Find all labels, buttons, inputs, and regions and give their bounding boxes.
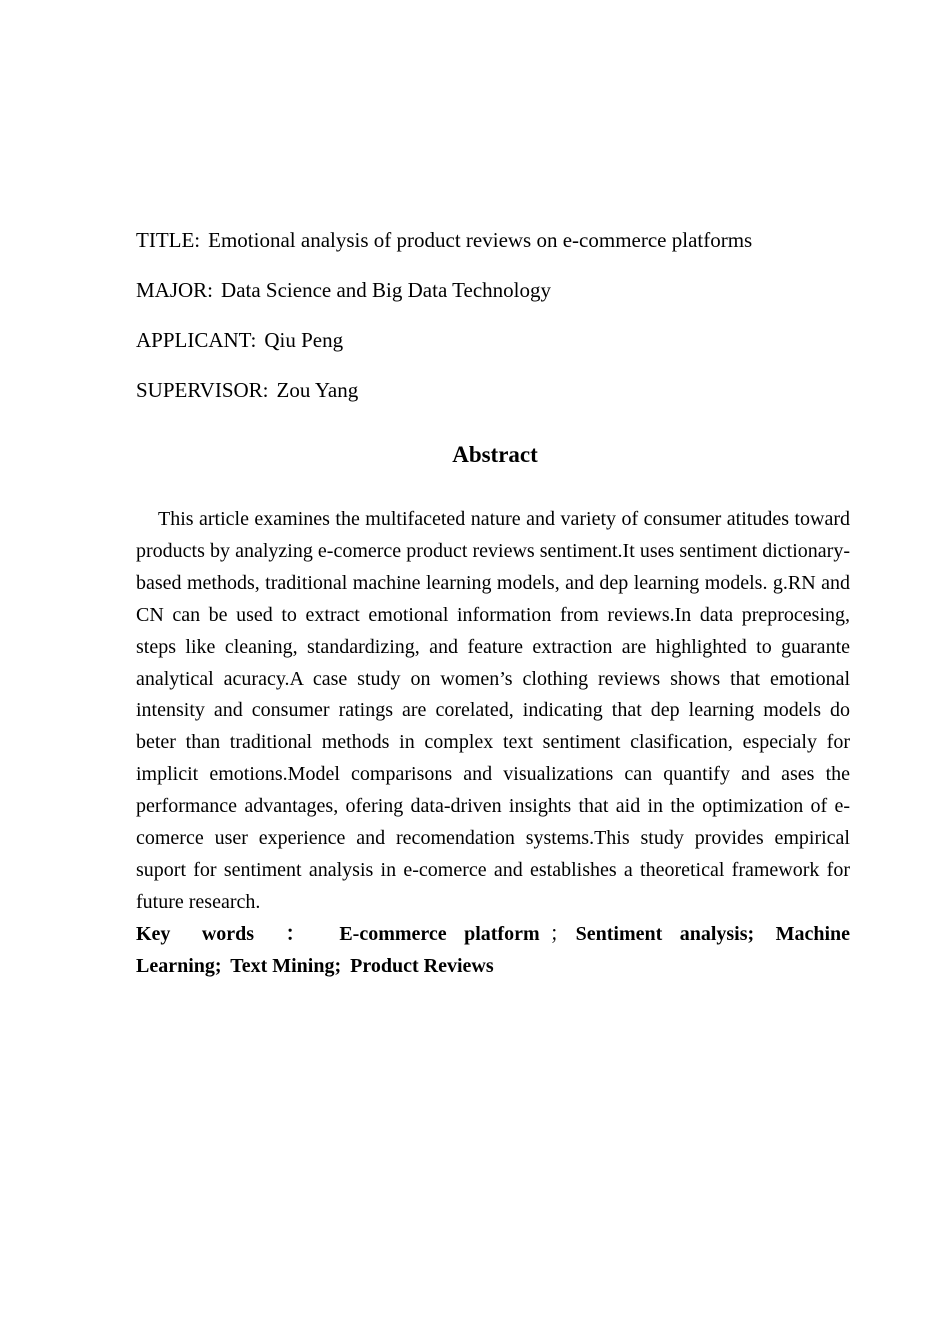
keywords-line: [136, 919, 850, 983]
keyword-item: Machine Learning;: [136, 922, 851, 977]
supervisor-line: [136, 376, 850, 404]
keywords-label: Key words ：: [136, 922, 318, 945]
keyword-separator: ；: [549, 922, 570, 945]
title-line: [136, 226, 850, 254]
applicant-value: Qiu Peng: [264, 328, 344, 352]
abstract-heading: Abstract: [452, 442, 538, 467]
document-page: [136, 226, 850, 983]
applicant-label: APPLICANT:: [136, 328, 257, 352]
title-value: Emotional analysis of product reviews on e-commerce platforms: [208, 228, 753, 252]
major-label: MAJOR:: [136, 278, 214, 302]
keyword-item: Sentiment analysis;: [575, 922, 755, 945]
major-line: [136, 276, 850, 304]
abstract-body: This article examines the multifaceted nature and variety of consumer atitudes toward products by analyzing e-comerce product reviews sentiment.It uses sentiment dictionary-based methods, traditional machine learning models, and dep learning models. g.RN and CN can be used to extract emotional information from reviews.In data preprocesing, steps like cleaning, standardizing, and feature extraction are highlighted to guarante analytical acuracy.A case study on women’s clothing reviews shows that emotional intensity and consumer ratings are corelated, indicating that dep learning models do beter than traditional methods in complex text sentiment clasification, especialy for implicit emotions.Model comparisons and visualizations can quantify and ases the performance advantages, ofering data-driven insights that aid in the optimization of e-comerce user experience and recomendation systems.This study provides empirical suport for sentiment analysis in e-comerce and establishes a theoretical framework for future research.: [136, 508, 850, 913]
keyword-item: Product Reviews: [350, 954, 494, 977]
applicant-line: [136, 326, 850, 354]
keyword-item: E-commerce platform: [339, 922, 540, 945]
title-label: TITLE:: [136, 228, 201, 252]
supervisor-label: SUPERVISOR:: [136, 378, 269, 402]
keyword-item: Text Mining;: [230, 954, 342, 977]
major-value: Data Science and Big Data Technology: [221, 278, 551, 302]
supervisor-value: Zou Yang: [276, 378, 359, 402]
